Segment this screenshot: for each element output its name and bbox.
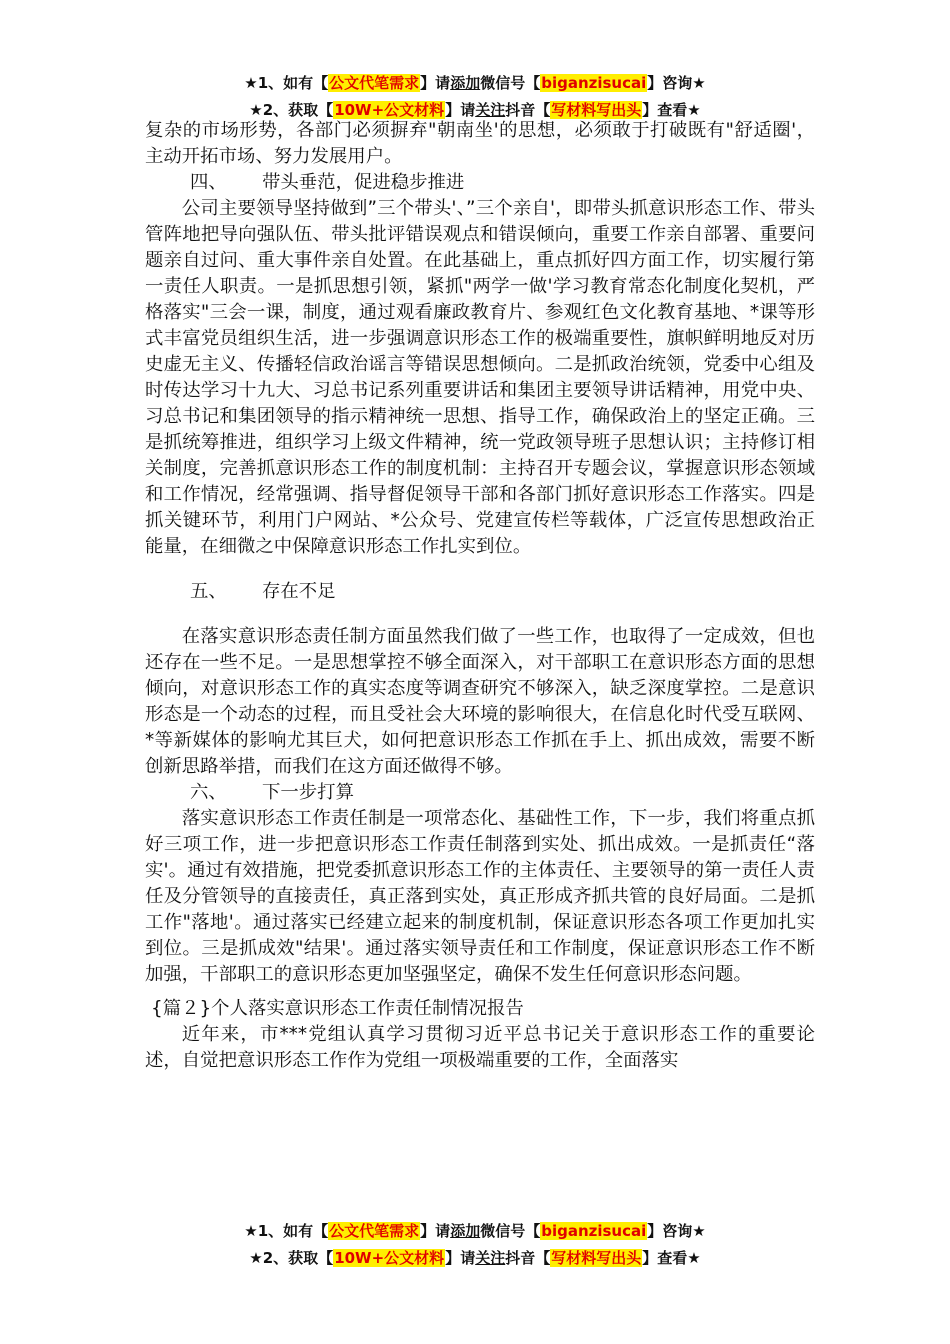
banner-text: 抖音【 [505, 1249, 551, 1267]
banner-text: 】请 [420, 74, 451, 92]
paragraph-section-4: 公司主要领导坚持做到”三个带头'、”三个亲自'，即带头抓意识形态工作、带头管阵地把导向强队伍、带头批评错误观点和错误倾向，重要工作亲自部署、重要问题亲自过问、重大事件亲自处置。在此基础上，重点抓好四方面工作，切实履行第一责任人职责。一是抓思想引领，紧抓"两学一做'学习教育常态化制度化契机，严格落实"三会一课，制度，通过观看廉政教育片、参观红色文化教育基地、*课等形式丰富党员组织生活，进一步强调意识形态工作的极端重要性，旗帜鲜明地反对历史虚无主义、传播轻信政治谣言等错误思想倾向。二是抓政治统领，党委中心组及时传达学习十九大、习总书记系列重要讲话和集团主要领导讲话精神，用党中央、习总书记和集团领导的指示精神统一思想、指导工作，确保政治上的坚定正确。三是抓统筹推进，组织学习上级文件精神，统一党政领导班子思想认识；主持修订相关制度，完善抓意识形态工作的制度机制：主持召开专题会议，掌握意识形态领域和工作情况，经常强调、指导督促领导干部和各部门抓好意识形态工作落实。四是抓关键环节，利用门户网站、*公众号、党建宣传栏等载体，广泛宣传思想政治正能量，在细微之中保障意识形态工作扎实到位。 [145, 198, 815, 557]
banner-text: 抖音【 [505, 101, 551, 119]
banner-text: ★1、如有【 [244, 74, 329, 92]
footer-banner [0, 1218, 950, 1272]
banner-highlight: 写材料写出头 [551, 101, 642, 119]
banner-text: 微信号【 [480, 1222, 541, 1240]
paragraph-section-5: 在落实意识形态责任制方面虽然我们做了一些工作，也取得了一定成效，但也还存在一些不足。一是思想掌控不够全面深入，对干部职工在意识形态方面的思想倾向，对意识形态工作的真实态度等调查研究不够深入，缺乏深度掌控。二是意识形态是一个动态的过程，而且受社会大环境的影响很大，在信息化时代受互联网、*等新媒体的影响尤其巨犬，如何把意识形态工作抓在手上、抓出成效，需要不断创新思路举措，而我们在这方面还做得不够。 [145, 626, 815, 777]
section-number: 六、 [190, 782, 227, 803]
banner-line-1 [0, 1218, 950, 1245]
banner-text: 】请 [420, 1222, 451, 1240]
banner-text: ★1、如有【 [244, 1222, 329, 1240]
section-number: 四、 [190, 172, 227, 193]
banner-text: ★2、获取【 [249, 101, 334, 119]
banner-highlight: 公文代笔需求 [329, 1222, 420, 1240]
banner-underlined: 添加 [450, 1222, 481, 1240]
section-heading-6 [145, 780, 815, 806]
banner-text: 】咨询★ [647, 1222, 706, 1240]
paragraph-section-6: 落实意识形态工作责任制是一项常态化、基础性工作，下一步，我们将重点抓好三项工作，进一步把意识形态工作责任制落到实处、抓出成效。一是抓责任“落实'。通过有效措施，把党委抓意识形态工作的主体责任、主要领导的第一责任人责任及分管领导的直接责任，真正落到实处，真正形成齐抓共管的良好局面。二是抓工作"落地'。通过落实已经建立起来的制度机制，保证意识形态各项工作更加扎实到位。三是抓成效"结果'。通过落实领导责任和工作制度，保证意识形态工作不断加强，干部职工的意识形态更加坚强坚定，确保不发生任何意识形态问题。 [145, 808, 815, 985]
banner-highlight: 写材料写出头 [551, 1249, 642, 1267]
banner-text: 】查看★ [642, 1249, 701, 1267]
paragraph-intro: 复杂的市场形势，各部门必须摒弃"朝南坐'的思想，必须敢于打破既有"舒适圈'，主动开拓市场、努力发展用户。 [145, 120, 815, 167]
banner-text: 】请 [445, 101, 476, 119]
paragraph-article-2: 近年来，市***党组认真学习贯彻习近平总书记关于意识形态工作的重要论述，自觉把意识形态工作作为党组一项极端重要的工作，全面落实 [145, 1024, 815, 1071]
banner-highlight: 公文代笔需求 [329, 74, 420, 92]
banner-text: 】咨询★ [647, 74, 706, 92]
banner-text: 微信号【 [480, 74, 541, 92]
banner-underlined: 关注 [475, 1249, 506, 1267]
banner-text: 】查看★ [642, 101, 701, 119]
banner-underlined: 添加 [450, 74, 481, 92]
banner-line-1 [0, 70, 950, 97]
section-heading-5 [145, 579, 815, 605]
banner-line-2 [0, 1245, 950, 1272]
header-banner [0, 70, 950, 124]
document-body [145, 118, 815, 1074]
banner-highlight: biganzisucai [541, 74, 647, 92]
banner-text: ★2、获取【 [249, 1249, 334, 1267]
article-2-title: {篇２}个人落实意识形态工作责任制情况报告 [151, 998, 524, 1019]
section-title: 存在不足 [262, 581, 336, 602]
section-number: 五、 [190, 581, 227, 602]
banner-highlight: 10W+公文材料 [334, 1249, 445, 1267]
banner-highlight: biganzisucai [541, 1222, 647, 1240]
section-heading-4 [145, 170, 815, 196]
banner-text: 】请 [445, 1249, 476, 1267]
banner-highlight: 10W+公文材料 [334, 101, 445, 119]
section-title: 带头垂范，促进稳步推进 [262, 172, 465, 193]
section-title: 下一步打算 [262, 782, 354, 803]
banner-underlined: 关注 [475, 101, 506, 119]
